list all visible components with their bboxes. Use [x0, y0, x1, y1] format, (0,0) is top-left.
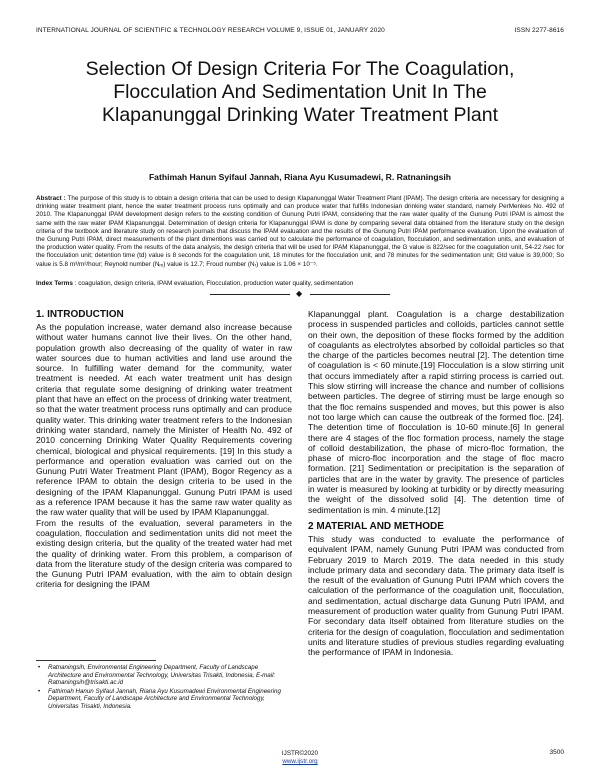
footnotes — [36, 664, 292, 712]
intro-paragraph-1: As the population increase, water demand also increase because without water humans cannot live their lives. On the other hand, population growth also decreasing of the quality of water in raw water sources due to human activities and land use around the source. In fulfilling water demand for the community, water treatment is needed. At each water treatment unit has design criteria that regulate some designing of drinking water treatment plant that have an effect on the process of drinking water treatment, so that the water treatment process runs optimally and can produce quality water. This drinking water treatment refers to the Indonesian drinking water standard, namely the Minister of Health No. 492 of 2010 concerning Drinking Water Quality Requirements covering chemical, biological and physical requirements. [19] In this study a performance and operation evaluation was carried out on the Gunung Putri Water Treatment Plant (IPAM), Bogor Regency as a reference IPAM to obtain the design criteria to be used in the designing of the IPAM Klapanunggal. Gunung Putri IPAM is used as a reference IPAM because it has the same raw water quality as the raw water quality that will be used by IPAM Klapanunggal. — [36, 322, 292, 518]
abstract-label: Abstract : — [36, 195, 66, 202]
right-column — [308, 309, 564, 658]
intro-heading: 1. INTRODUCTION — [36, 309, 124, 320]
footnote-rule — [36, 660, 156, 661]
journal-name: INTERNATIONAL JOURNAL OF SCIENTIFIC & TECHNOLOGY RESEARCH VOLUME 9, ISSUE 01, JANUARY 2020 — [36, 27, 385, 34]
index-terms-text: : coagulation, design criteria, IPAM evaluation, Flocculation, production water quality, sedimentation — [74, 280, 354, 287]
divider-line-right — [310, 294, 390, 295]
copyright: IJSTR©2020 — [281, 750, 319, 757]
divider-line-left — [210, 294, 290, 295]
method-paragraph-1: This study was conducted to evaluate the performance of equivalent IPAM, namely Gunung Putri IPAM was conducted from February 2019 to March 2019. The data needed in this study include primary data and secondary data. The primary data itself is the result of the evaluation of Gunung Putri IPAM which covers the calculation of the performance of the coagulation unit, flocculation, and sedimentation, actual discharge data Gunung Putri IPAM, and measurement of production water quality from Gunung Putri IPAM. For secondary data itself obtained from literature studies on the criteria for the design of coagulation, flocculation and sedimentation units and literature studies of previous studies regarding evaluating the performance of IPAM in Indonesia. — [308, 533, 564, 658]
issn: ISSN 2277-8616 — [514, 27, 564, 34]
journal-link[interactable]: www.ijstr.org — [282, 758, 318, 765]
index-terms — [36, 280, 564, 288]
section-divider — [210, 290, 390, 298]
footnote: • Fathimah Hanun Syifaul Jannah, Riana Ayu Kusumadewi Environmental Engineering Department, Faculty of Landscape Architecture and Environmental Technology, Universitas Trisakti, Indonesia. — [36, 688, 292, 711]
footnote: • Ratnaningsih, Environmental Engineering Department, Faculty of Landscape Architecture and Environmental Technology, Universitas Trisakti, Indonesia, E-mail: Ratnaningsih@trisakti.ac.id — [36, 664, 292, 687]
intro-paragraph-3: Klapanunggal plant. Coagulation is a charge destabilization process in suspended particles and colloids, particles cannot settle on their own, the deposition of these flocks formed by the addition of coagulants as electrolytes absorbed by colloidal particles so that the charge of the particles becomes neutral [2]. The detention time of coagulation is < 60 minute.[19] Flocculation is a slow stirring unit that occurs immediately after a rapid stirring process is carried out. This slow stirring will increase the chance and number of collisions between particles. The degree of stirring must be large enough so that the floc remains suspended and moves, but this power is also not too large which can cause the outbreak of the formed floc. [24]. The detention time of flocculation is 10-60 minute.[6] In general there are 4 stages of the floc formation process, namely the stage of colloid destabilization, the phase of micro-floc formation, the phase of micro-floc incorporation and the stage of floc macro formation. [21] Sedimentation or precipitation is the separation of particles that are in the water by gravity. The presence of particles in water is measured by looking at turbidity or by directly measuring the weight of the dissolved solid [4]. The detention time of sedimentation is min. 4 minute.[12] — [308, 309, 564, 515]
journal-header — [36, 27, 564, 39]
paper-title: Selection Of Design Criteria For The Coagulation, Flocculation And Sedimentation Unit In The Klapanunggal Drinking Water Treatment Plant — [85, 58, 515, 126]
page-number: 3500 — [549, 749, 564, 756]
index-terms-label: Index Terms — [36, 280, 73, 287]
abstract-text: The purpose of this study is to obtain a design criteria that can be used to design Klapanunggal Water Treatment Plant (IPAM). The design criteria are necessary for designing a drinking water treatment plant, hence the water treatment process runs optimally and can produce water that fulfills Indonesian drinking water standard, namely PerMenkes No. 492 of 2010. The Klapanunggal IPAM development design refers to the existing condition of Gunung Putri IPAM, considering that the raw water quality of the Gunung Putri IPAM is almost the same with the raw water IPAM Klapanunggal. Determination of design criteria for Klapanunggal IPAM is done by comparing several data obtained from the literature study on the design criteria of the textbook and literature study on research journals that discuss the IPAM evaluation and the results of the Gunung Putri IPAM performance evaluation. Upon the evaluation of the Gunung Putri IPAM, direct measurements of the plant dimentions was carried out to calculate the performance of coagulation, flocculation, and sedimentation units, and evaluation of the production water quality. From the results of the data analysis, the design criteria that will be used for IPAM Klapanunggal, the G value is 822/sec for the coagulation unit, 54-22 /sec for the flocculation unit; detention time (td) value is 8 seconds for the coagulation unit, 18 minutes for the flocculation unit, and 78 minutes for the sedimentation unit; Gtd value is 39,000; So value is 5.8 m³/m²/hour; Reynold number (Nᵣₑ) value is 12.7; Froud number (Nᵣ) value is 1.06 × 10⁻⁵. — [36, 195, 565, 268]
abstract — [36, 195, 564, 269]
diamond-icon: ◆ — [296, 289, 303, 298]
method-heading: 2 MATERIAL AND METHODE — [308, 520, 444, 532]
authors: Fathimah Hanun Syifaul Jannah, Riana Ayu Kusumadewi, R. Ratnaningsih — [148, 172, 452, 182]
page-footer — [200, 750, 400, 766]
intro-paragraph-2: From the results of the evaluation, several parameters in the coagulation, flocculation and sedimentation units did not meet the existing design criteria, but the quality of the treated water had met the quality of drinking water. From this problem, a comparison of data from the literature study of the design criteria was compared to the Gunung Putri IPAM evaluation, with the aim to obtain design criteria for designing the IPAM — [36, 517, 292, 590]
left-column — [36, 309, 292, 590]
